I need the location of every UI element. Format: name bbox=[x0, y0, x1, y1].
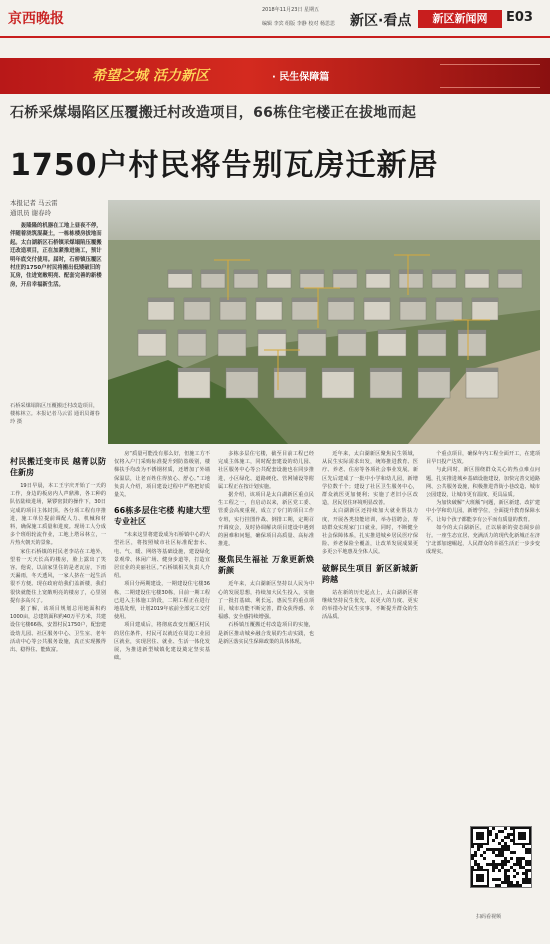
qr-module bbox=[477, 848, 480, 851]
building-block bbox=[274, 368, 306, 398]
qr-module bbox=[504, 878, 507, 881]
body-paragraph: 19日早晨，本工王宇庆开始了一天的工作，身边的板房内人声鼎沸，各工种的队伍陆续进场，紧锣密鼓的操作下，30日完成的项目主体封顶。各分项工程有序推进，施工单位提前调配人力、机械和材料，确保施工质量和进度。现场工人分成多个班组轮流作业，工地上塔吊林立，一片热火朝天的景象。 bbox=[10, 483, 106, 547]
building-block bbox=[418, 368, 450, 398]
qr-module bbox=[501, 851, 504, 854]
qr-module bbox=[495, 863, 498, 866]
qr-module bbox=[489, 833, 492, 836]
qr-module bbox=[519, 860, 522, 863]
building-roof bbox=[178, 368, 210, 372]
qr-module bbox=[507, 848, 510, 851]
qr-module bbox=[516, 863, 519, 866]
article-column-3 bbox=[218, 450, 314, 646]
qr-module bbox=[525, 878, 528, 881]
qr-module bbox=[477, 866, 480, 869]
qr-module bbox=[486, 848, 489, 851]
body-paragraph: 据介绍，该项目是太白湖新区重点民生工程之一，自启动以来，新区党工委、管委会高度重视，成立了专门的项目工作专班，实行挂图作战、倒排工期，定期召开调度会，及时协调解决项目建设中遇到的困难和问题，确保项目高质量、高标准推进。 bbox=[218, 492, 314, 548]
qr-module bbox=[513, 884, 516, 887]
building-roof bbox=[378, 330, 406, 334]
qr-module bbox=[507, 860, 510, 863]
qr-module bbox=[504, 836, 507, 839]
qr-module bbox=[510, 833, 513, 836]
qr-module bbox=[507, 878, 510, 881]
qr-module bbox=[504, 860, 507, 863]
qr-module bbox=[492, 827, 495, 830]
building-roof bbox=[226, 368, 258, 372]
body-paragraph: 家住石桥镇的村民老李站在工地外，望着一天天长高的楼房，脸上露出了笑容。他说，以前家里住的是老瓦房，下雨天漏雨，冬天透风，一家人挤在一起生活很不方便。现在政府给我们盖新楼，我们很快就能住上宽敞明亮的楼房了，心里别提有多高兴了。 bbox=[10, 548, 106, 604]
byline bbox=[10, 198, 100, 218]
building-roof bbox=[322, 368, 354, 372]
building-roof bbox=[258, 330, 286, 334]
byline-correspondent: 通讯员 谢春玲 bbox=[10, 209, 52, 217]
body-paragraph: 如今的太白湖新区，正以崭新的姿态阔步前行。一座生态宜居、充满活力的现代化新城正在济宁北部加速崛起，人民群众的幸福生活正一步步变成现实。 bbox=[426, 524, 540, 556]
building-roof bbox=[418, 368, 450, 372]
qr-module bbox=[504, 863, 507, 866]
qr-module bbox=[498, 830, 501, 833]
qr-module bbox=[474, 854, 477, 857]
qr-module bbox=[510, 866, 513, 869]
building-roof bbox=[184, 298, 210, 302]
qr-module bbox=[480, 866, 483, 869]
qr-module bbox=[489, 830, 492, 833]
qr-module bbox=[471, 857, 474, 860]
section-heading: 66栋多层住宅楼 构建大型专业社区 bbox=[114, 506, 210, 527]
building-roof bbox=[465, 270, 489, 274]
building-roof bbox=[338, 330, 366, 334]
qr-module bbox=[507, 869, 510, 872]
qr-module bbox=[510, 839, 513, 842]
newspaper-brand: 京西晚报 bbox=[8, 11, 64, 27]
qr-module bbox=[495, 836, 498, 839]
article-column-1 bbox=[10, 450, 106, 654]
qr-module bbox=[498, 851, 501, 854]
qr-module bbox=[492, 839, 495, 842]
qr-code[interactable] bbox=[470, 826, 532, 888]
qr-module bbox=[474, 860, 477, 863]
article-headline: 1750户村民将告别瓦房迁新居 bbox=[10, 148, 439, 183]
qr-module bbox=[501, 839, 504, 842]
body-paragraph: 多栋多层住宅楼，截至目前工程已经完成主体施工，同时配套建设的幼儿园、社区服务中心等公共配套设施也在同步推进，小区绿化、道路硬化、管网铺设等附属工程正在按计划实施。 bbox=[218, 451, 314, 490]
qr-module bbox=[519, 857, 522, 860]
building-roof bbox=[300, 270, 324, 274]
qr-module bbox=[480, 845, 483, 848]
qr-module bbox=[528, 851, 531, 854]
theme-banner bbox=[0, 58, 550, 94]
banner-slogan: 希望之城 活力新区 bbox=[92, 68, 209, 84]
qr-module bbox=[477, 863, 480, 866]
qr-module bbox=[495, 854, 498, 857]
aerial-construction-photo bbox=[108, 200, 540, 444]
qr-module bbox=[510, 851, 513, 854]
banner-subtitle: · 民生保障篇 bbox=[272, 72, 330, 83]
qr-module bbox=[489, 863, 492, 866]
qr-module bbox=[528, 860, 531, 863]
qr-module bbox=[507, 833, 510, 836]
body-paragraph: 为加快破解“大班额”问题，新区新建、改扩建中小学和幼儿园，新增学位，全面提升教育保障水平，让每个孩子都能享有公平而有质量的教育。 bbox=[426, 500, 540, 523]
qr-finder-inner bbox=[518, 832, 526, 840]
qr-module bbox=[513, 869, 516, 872]
section-heading: 村民搬迁变市民 越菁以防住新房 bbox=[10, 457, 106, 477]
qr-module bbox=[483, 851, 486, 854]
qr-module bbox=[522, 845, 525, 848]
banner-decoration bbox=[440, 64, 540, 88]
building-roof bbox=[366, 270, 390, 274]
qr-module bbox=[471, 845, 474, 848]
section-heading: 破解民生项目 新区新城新跨越 bbox=[322, 563, 418, 584]
qr-module bbox=[471, 854, 474, 857]
building-roof bbox=[328, 298, 354, 302]
qr-module bbox=[492, 851, 495, 854]
qr-module bbox=[471, 866, 474, 869]
building-roof bbox=[370, 368, 402, 372]
qr-module bbox=[492, 860, 495, 863]
qr-module bbox=[525, 863, 528, 866]
qr-module bbox=[513, 875, 516, 878]
qr-module bbox=[522, 866, 525, 869]
qr-caption: 扫码看视频 bbox=[476, 914, 502, 920]
qr-module bbox=[525, 848, 528, 851]
qr-module bbox=[480, 854, 483, 857]
building-roof bbox=[418, 330, 446, 334]
building-roof bbox=[168, 270, 192, 274]
qr-module bbox=[516, 884, 519, 887]
building-roof bbox=[148, 298, 174, 302]
qr-module bbox=[504, 827, 507, 830]
qr-module bbox=[516, 872, 519, 875]
building-block bbox=[322, 368, 354, 398]
qr-module bbox=[501, 845, 504, 848]
building-block bbox=[226, 368, 258, 398]
qr-module bbox=[507, 881, 510, 884]
body-paragraph: 近年来，太白湖新区坚持以人民为中心的发展思想，持续加大民生投入，实施了一批打基础、利长远、惠民生的重点项目，城市功能不断完善，群众获得感、幸福感、安全感持续增强。 bbox=[218, 581, 314, 621]
building-roof bbox=[333, 270, 357, 274]
qr-module bbox=[498, 854, 501, 857]
body-paragraph: 站在新的历史起点上，太白湖新区将继续坚持民生优先，以更大的力度、更实的举措办好民生实事，不断提升群众的生活品质。 bbox=[322, 589, 418, 621]
body-paragraph: 项目建成后，将彻底改变压覆区村民的居住条件，村民可以就近在周边工业园区就业，实现居住、就业、生活一体化发展，为推进新型城镇化建设奠定坚实基础。 bbox=[114, 622, 210, 662]
qr-finder-inner bbox=[476, 832, 484, 840]
qr-module bbox=[519, 863, 522, 866]
qr-module bbox=[492, 848, 495, 851]
qr-module bbox=[513, 863, 516, 866]
article-column-5 bbox=[426, 450, 540, 820]
qr-module bbox=[510, 827, 513, 830]
qr-module bbox=[519, 884, 522, 887]
qr-module bbox=[528, 878, 531, 881]
building-block bbox=[370, 368, 402, 398]
qr-module bbox=[501, 848, 504, 851]
qr-module bbox=[504, 842, 507, 845]
building-roof bbox=[220, 298, 246, 302]
qr-module bbox=[504, 872, 507, 875]
body-paragraph: 房“质量可能没有那么好，但施工方不仅将入户门采购标准提升到防盗级别，楼梯扶手均改为不锈钢材质，还增加了外墙保温层，让老百姓住得放心、舒心。”工地负责人介绍，项目建设过程中严格把好质量关。 bbox=[114, 451, 210, 499]
building-roof bbox=[466, 368, 498, 372]
byline-reporter: 本报记者 马云雷 bbox=[10, 199, 58, 207]
building-roof bbox=[298, 330, 326, 334]
body-paragraph: 与此同时，新区围绕群众关心的热点难点问题，扎实推进城乡基础设施建设，加快完善交通路网、公共服务设施，积极推进背街小巷改造、城市公园建设，让城市更有温度、更具品质。 bbox=[426, 467, 540, 499]
building-roof bbox=[256, 298, 282, 302]
qr-module bbox=[516, 860, 519, 863]
qr-module bbox=[495, 848, 498, 851]
body-paragraph: 据了解，该项目规划总用地面积约1000亩，总建筑面积约40万平方米，共建设住宅楼66栋，安置村民1750户，配套建设幼儿园、社区服务中心、卫生室、老年活动中心等公共服务设施，真正实现搬得出、稳得住、能致富。 bbox=[10, 606, 106, 654]
qr-module bbox=[528, 869, 531, 872]
qr-module bbox=[501, 830, 504, 833]
qr-module bbox=[522, 857, 525, 860]
qr-module bbox=[498, 878, 501, 881]
qr-module bbox=[516, 881, 519, 884]
qr-module bbox=[504, 845, 507, 848]
building-roof bbox=[399, 270, 423, 274]
qr-module bbox=[507, 884, 510, 887]
qr-module bbox=[528, 863, 531, 866]
qr-module bbox=[483, 857, 486, 860]
qr-module bbox=[501, 860, 504, 863]
building-roof bbox=[364, 298, 390, 302]
qr-module bbox=[525, 851, 528, 854]
qr-module bbox=[498, 848, 501, 851]
qr-module bbox=[501, 863, 504, 866]
qr-module bbox=[489, 848, 492, 851]
section-heading: 聚焦民生福祉 万象更新焕新颜 bbox=[218, 555, 314, 576]
article-column-4 bbox=[322, 450, 418, 621]
article-column-2 bbox=[114, 450, 210, 662]
qr-module bbox=[522, 872, 525, 875]
qr-module bbox=[492, 869, 495, 872]
page-header bbox=[0, 0, 550, 38]
qr-module bbox=[501, 881, 504, 884]
qr-module bbox=[498, 869, 501, 872]
qr-module bbox=[525, 875, 528, 878]
building-roof bbox=[234, 270, 258, 274]
building-roof bbox=[201, 270, 225, 274]
editorial-staff: 编辑 李宾 组版 李静 校对 杨思思 bbox=[262, 21, 335, 27]
qr-module bbox=[501, 854, 504, 857]
building-roof bbox=[400, 298, 426, 302]
qr-module bbox=[477, 845, 480, 848]
qr-module bbox=[510, 884, 513, 887]
qr-module bbox=[501, 866, 504, 869]
qr-module bbox=[507, 836, 510, 839]
building-roof bbox=[472, 298, 498, 302]
body-paragraph: 近年来，太白湖新区聚焦民生领域，从民生实际需求出发，统筹推进教育、医疗、养老、住房等各项社会事业发展。新区先后建成了一批中小学和幼儿园，新增学位数千个；建设了社区卫生服务中心，群众就医更加便利；实施了老旧小区改造，居民居住环境明显改善。 bbox=[322, 451, 418, 507]
building-roof bbox=[274, 368, 306, 372]
qr-module bbox=[504, 857, 507, 860]
paper-logo: 新区新闻网 bbox=[418, 10, 502, 28]
qr-code-pattern bbox=[471, 827, 531, 887]
body-paragraph: 太白湖新区还持续加大就业帮扶力度，开展各类技能培训，举办招聘会，帮助群众实现家门口就业。同时，不断健全社会保障体系，扎实推进城乡居民医疗保险、养老保险全覆盖，让改革发展成果更多更公平地惠及全体人民。 bbox=[322, 508, 418, 556]
qr-module bbox=[492, 866, 495, 869]
qr-module bbox=[507, 845, 510, 848]
qr-module bbox=[492, 878, 495, 881]
article-subheadline: 石桥采煤塌陷区压覆搬迁村改造项目，66栋住宅楼正在拔地而起 bbox=[10, 105, 417, 121]
qr-module bbox=[510, 881, 513, 884]
qr-module bbox=[507, 875, 510, 878]
qr-module bbox=[495, 878, 498, 881]
qr-module bbox=[525, 881, 528, 884]
qr-module bbox=[495, 833, 498, 836]
qr-module bbox=[519, 866, 522, 869]
qr-module bbox=[504, 848, 507, 851]
qr-module bbox=[525, 869, 528, 872]
building-roof bbox=[292, 298, 318, 302]
qr-module bbox=[510, 857, 513, 860]
qr-module bbox=[498, 842, 501, 845]
building-roof bbox=[178, 330, 206, 334]
qr-module bbox=[522, 881, 525, 884]
qr-module bbox=[525, 860, 528, 863]
qr-module bbox=[516, 857, 519, 860]
qr-module bbox=[528, 848, 531, 851]
body-paragraph: 个重点项目，确保年内工程全面开工，在建项目早日投产达效。 bbox=[426, 451, 540, 466]
body-paragraph: 项目分两期建设，一期建设住宅楼36栋，二期建设住宅楼30栋，目前一期工程已进入主体施工阶段，二期工程正在进行地基处理，计划2019年底前全部完工交付使用。 bbox=[114, 581, 210, 621]
section-title: 新区·看点 bbox=[350, 13, 412, 29]
qr-module bbox=[495, 866, 498, 869]
qr-module bbox=[498, 863, 501, 866]
qr-module bbox=[504, 881, 507, 884]
qr-module bbox=[525, 872, 528, 875]
building-roof bbox=[498, 270, 522, 274]
qr-module bbox=[486, 863, 489, 866]
photo-caption: 石桥采煤塌陷区压覆搬迁村改造项目，楼栋林立。本报记者马云雷 通讯员谢春玲 摄 bbox=[10, 403, 100, 425]
building-roof bbox=[436, 298, 462, 302]
qr-module bbox=[492, 863, 495, 866]
qr-module bbox=[504, 875, 507, 878]
qr-finder-inner bbox=[476, 874, 484, 882]
qr-module bbox=[495, 884, 498, 887]
body-paragraph: “未来这里将建设成为石桥镇中心的大型社区，将按照城市社区标准配套水、电、气、暖、网络等基础设施，建设绿化景观带、休闲广场、健身步道等，打造宜居宜业的美丽社区。”石桥镇相关负责人介绍。 bbox=[114, 532, 210, 580]
building-roof bbox=[432, 270, 456, 274]
building-block bbox=[178, 368, 210, 398]
qr-module bbox=[498, 884, 501, 887]
building-block bbox=[466, 368, 498, 398]
building-roof bbox=[458, 330, 486, 334]
aerial-photo-illustration bbox=[108, 200, 540, 444]
issue-date: 2018年11月23日 星期五 bbox=[262, 7, 320, 13]
page-number: E03 bbox=[506, 10, 533, 25]
body-paragraph: 石桥镇压覆搬迁村改造项目的实施，是新区推动城乡融合发展的生动实践，也是新区落实民生保障政策的具体体现。 bbox=[218, 622, 314, 645]
article-lead: 轰隆隆的机器在工地上昼夜不停，伴随着浇筑混凝土，一栋栋楼房拔地而起。太白湖新区石桥镇采煤塌陷压覆搬迁改造项目，正在加紧推进施工，预计明年底交付使用。届时，石桥镇压覆区村庄的1750户村民将搬出低矮破旧的瓦房，住进宽敞明亮、配套完善的新楼房，开启幸福新生活。 bbox=[10, 223, 102, 288]
qr-module bbox=[474, 863, 477, 866]
qr-module bbox=[504, 869, 507, 872]
qr-module bbox=[513, 851, 516, 854]
qr-module bbox=[528, 881, 531, 884]
building-roof bbox=[138, 330, 166, 334]
qr-module bbox=[522, 878, 525, 881]
building-roof bbox=[218, 330, 246, 334]
building-roof bbox=[267, 270, 291, 274]
qr-module bbox=[474, 851, 477, 854]
